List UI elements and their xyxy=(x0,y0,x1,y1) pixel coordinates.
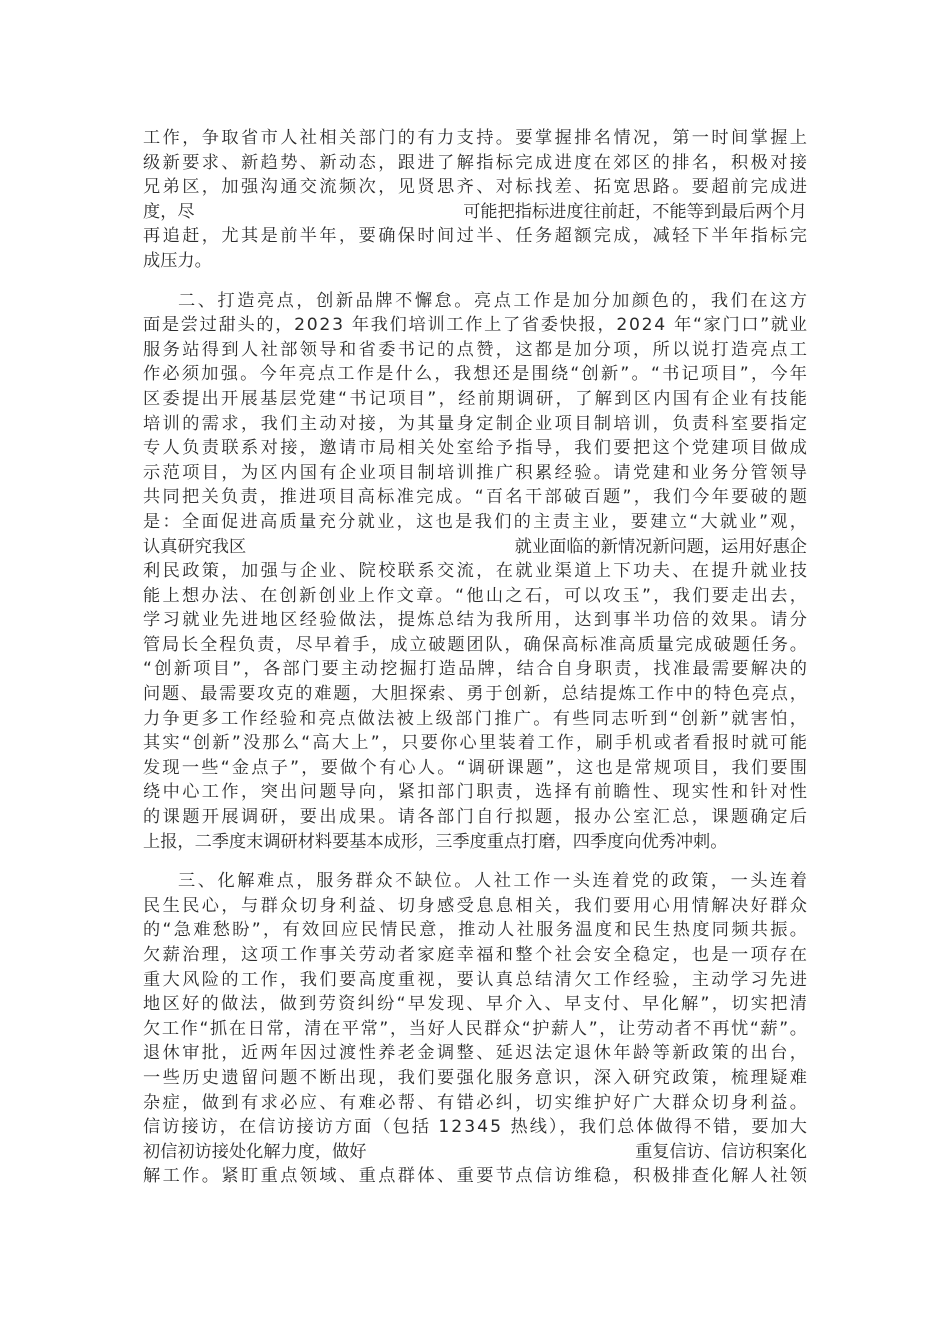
text-line: 力争更多工作经验和亮点做法被上级部门推广。有些同志听到“创新”就害怕， xyxy=(143,708,810,729)
text-line: 作必须加强。今年亮点工作是什么，我想还是围绕“创新”。“书记项目”，今年 xyxy=(143,364,810,385)
text-line: 兄弟区，加强沟通交流频次，见贤思齐、对标找差、拓宽思路。要超前完成进 xyxy=(143,177,810,198)
text-line: 的“急难愁盼”，有效回应民情民意，推动人社服务温度和民生热度同频共振。 xyxy=(143,920,810,941)
text-line: 地区好的做法，做到劳资纠纷“早发现、早介入、早支付、早化解”，切实把清 xyxy=(143,994,810,1015)
text-line: 其实“创新”没那么“高大上”，只要你心里装着工作，刷手机或者看报时就可能 xyxy=(143,733,810,754)
paragraph-3 xyxy=(143,869,810,1189)
text-line: 绕中心工作，突出问题导向，紧扣部门职责，选择有前瞻性、现实性和针对性 xyxy=(143,782,810,803)
paragraph-heading-line: 三、化解难点，服务群众不缺位。人社工作一头连着党的政策，一头连着 xyxy=(178,871,810,892)
text-line: 专人负责联系对接，邀请市局相关处室给予指导，我们要把这个党建项目做成 xyxy=(143,438,810,459)
text-line: 重大风险的工作，我们要高度重视，要认真总结清欠工作经验，主动学习先进 xyxy=(143,969,810,990)
text-line: 利民政策，加强与企业、院校联系交流，在就业渠道上下功夫、在提升就业技 xyxy=(143,561,810,582)
paragraph-1 xyxy=(143,126,810,274)
text-line: 级新要求、新趋势、新动态，跟进了解指标完成进度在郊区的排名，积极对接 xyxy=(143,152,810,173)
text-line: 发现一些“金点子”，要做个有心人。“调研课题”，这也是常规项目，我们要围 xyxy=(143,757,810,778)
text-line: 信访接访，在信访接访方面（包括 12345 热线），我们总体做得不错，要加大 xyxy=(143,1117,809,1138)
text-line: 培训的需求，我们主动对接，为其量身定制企业项目制培训，负责科室要指定 xyxy=(143,413,810,434)
text-line: 杂症，做到有求必应、有难必帮、有错必纠，切实维护好广大群众切身利益。 xyxy=(143,1092,810,1113)
paragraph-2 xyxy=(143,289,810,855)
text-line: 上报，二季度末调研材料要基本成形，三季度重点打磨，四季度向优秀冲刺。 xyxy=(143,831,728,852)
text-line: 欠工作“抓在日常，清在平常”，当好人民群众“护薪人”，让劳动者不再忧“薪”。 xyxy=(143,1018,809,1039)
text-line: 服务站得到人社部领导和省委书记的点赞，这都是加分项，所以说打造亮点工 xyxy=(143,339,810,360)
text-line: 欠薪治理，这项工作事关劳动者家庭幸福和整个社会安全稳定，也是一项存在 xyxy=(143,945,810,965)
text-line: 共同把关负责，推进项目高标准完成。“百名干部破百题”，我们今年要破的题 xyxy=(143,487,810,508)
text-line: 学习就业先进地区经验做法，提炼总结为我所用，达到事半功倍的效果。请分 xyxy=(143,610,810,631)
text-line: 问题、最需要攻克的难题，大胆探索、勇于创新，总结提炼工作中的特色亮点， xyxy=(143,684,809,705)
text-line: 再追赶，尤其是前半年，要确保时间过半、任务超额完成，减轻下半年指标完 xyxy=(143,226,810,247)
text-line: 工作，争取省市人社相关部门的有力支持。要掌握排名情况，第一时间掌握上 xyxy=(143,128,810,148)
text-line: 示范项目，为区内国有企业项目制培训推广积累经验。请党建和业务分管领导 xyxy=(143,462,810,483)
text-line: 面是尝过甜头的，2023 年我们培训工作上了省委快报，2024 年“家门口”就业 xyxy=(143,315,809,336)
text-line-redacted: 度，尽 可能把指标进度往前赶，不能等到最后两个月 xyxy=(143,201,807,222)
text-line: 成压力。 xyxy=(143,250,212,271)
text-line: 一些历史遗留问题不断出现，我们要强化服务意识，深入研究政策，梳理疑难 xyxy=(143,1067,810,1088)
text-line: 民生民心，与群众切身利益、切身感受息息相关，我们要用心用情解决好群众 xyxy=(143,895,810,916)
paragraph-heading-line: 二、打造亮点，创新品牌不懈怠。亮点工作是加分加颜色的，我们在这方 xyxy=(178,290,810,311)
text-line: “创新项目”，各部门要主动挖掘打造品牌，结合自身职责，找准最需要解决的 xyxy=(143,659,810,680)
text-line: 解工作。紧盯重点领域、重点群体、重要节点信访维稳，积极排查化解人社领 xyxy=(143,1166,810,1187)
text-line: 能上想办法、在创新创业上作文章。“他山之石，可以攻玉”，我们要走出去， xyxy=(143,585,810,606)
text-line: 的课题开展调研，要出成果。请各部门自行拟题，报办公室汇总，课题确定后 xyxy=(143,807,810,828)
text-line: 退休审批，近两年因过渡性养老金调整、延迟法定退休年龄等新政策的出台， xyxy=(143,1043,810,1064)
text-line-redacted: 认真研究我区 就业面临的新情况新问题，运用好惠企 xyxy=(143,536,807,557)
text-line-redacted: 初信初访接处化解力度，做好 重复信访、信访积案化 xyxy=(143,1141,807,1162)
document-page xyxy=(143,126,810,1204)
text-line: 区委提出开展基层党建“书记项目”，经前期调研，了解到区内国有企业有技能 xyxy=(143,388,810,409)
text-line: 是：全面促进高质量充分就业，这也是我们的主责主业，要建立“大就业”观， xyxy=(143,511,810,532)
text-line: 管局长全程负责，尽早着手，成立破题团队，确保高标准高质量完成破题任务。 xyxy=(143,634,809,655)
